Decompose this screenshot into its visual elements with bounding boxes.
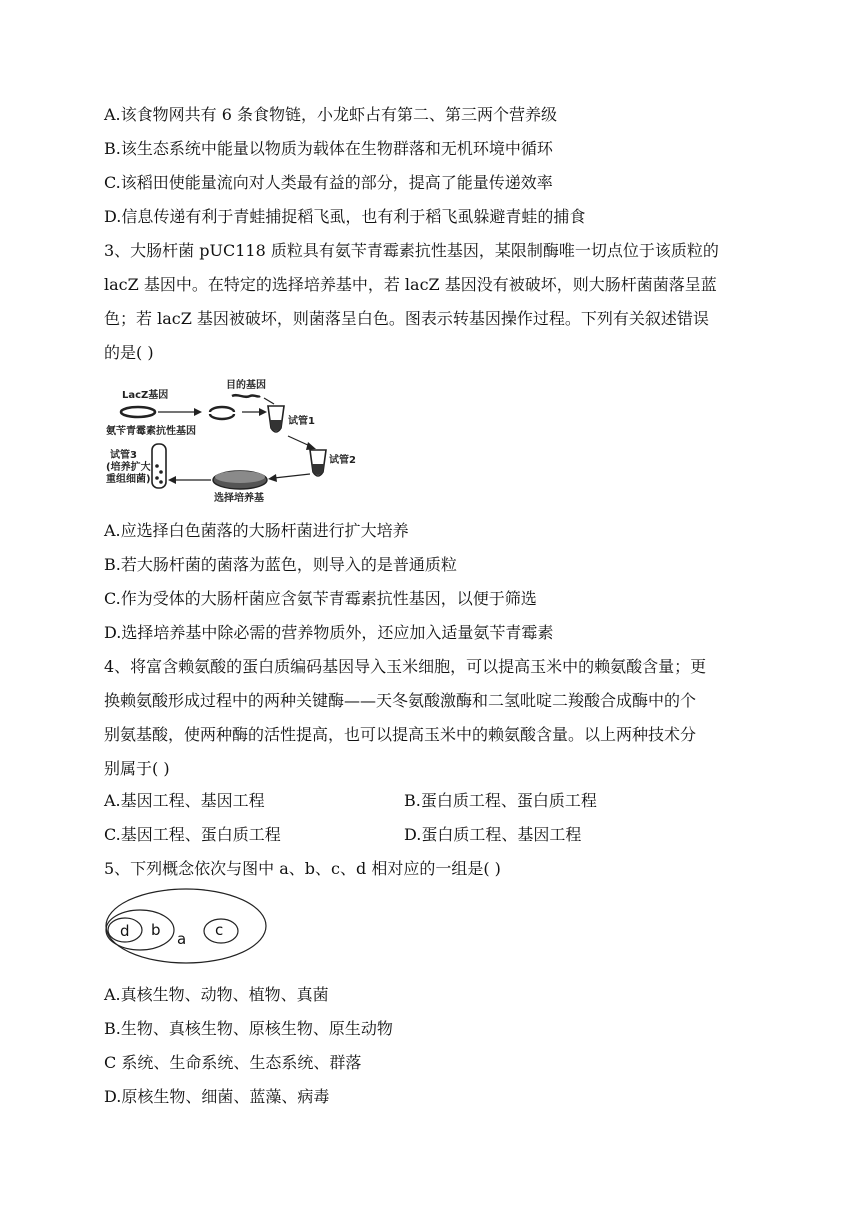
plasmid-icon bbox=[121, 407, 155, 417]
tube3-label-line-1: 试管3 bbox=[110, 450, 137, 461]
label-d: d bbox=[120, 922, 130, 940]
q5-option-a: A.真核生物、动物、植物、真菌 bbox=[104, 985, 329, 1004]
q4-option-d: D.蛋白质工程、基因工程 bbox=[404, 825, 582, 844]
transgenic-process-figure bbox=[104, 374, 364, 506]
label-b: b bbox=[151, 921, 161, 939]
tube2-label: 试管2 bbox=[329, 455, 356, 466]
q3-stem-line-4: 的是( ) bbox=[104, 343, 154, 362]
q3-option-d: D.选择培养基中除必需的营养物质外，还应加入适量氨苄青霉素 bbox=[104, 623, 554, 642]
target-gene-label: 目的基因 bbox=[226, 380, 266, 391]
tube3-label-line-3: 重组细菌) bbox=[106, 474, 151, 485]
tube1-label: 试管1 bbox=[288, 416, 315, 427]
q5-stem: 5、下列概念依次与图中 a、b、c、d 相对应的一组是( ) bbox=[104, 859, 501, 878]
q2-option-b: B.该生态系统中能量以物质为载体在生物群落和无机环境中循环 bbox=[104, 139, 553, 158]
q3-option-a: A.应选择白色菌落的大肠杆菌进行扩大培养 bbox=[104, 521, 409, 540]
q4-stem-line-4: 别属于( ) bbox=[104, 759, 170, 778]
q4-option-c: C.基因工程、蛋白质工程 bbox=[104, 825, 281, 844]
q3-option-c: C.作为受体的大肠杆菌应含氨苄青霉素抗性基因，以便于筛选 bbox=[104, 589, 537, 608]
cut-plasmid-icon bbox=[210, 407, 234, 419]
label-a: a bbox=[177, 930, 187, 948]
q4-stem-line-2: 换赖氨酸形成过程中的两种关键酶——天冬氨酸激酶和二氢吡啶二羧酸合成酶中的个 bbox=[104, 691, 697, 710]
q2-option-c: C.该稻田使能量流向对人类最有益的部分，提高了能量传递效率 bbox=[104, 173, 553, 192]
target-gene-icon bbox=[232, 395, 260, 397]
label-c: c bbox=[215, 921, 224, 939]
q4-option-a: A.基因工程、基因工程 bbox=[104, 791, 265, 810]
q4-stem-line-3: 别氨基酸，使两种酶的活性提高，也可以提高玉米中的赖氨酸含量。以上两种技术分 bbox=[104, 725, 697, 744]
tube3-icon bbox=[152, 444, 166, 488]
q4-options-row-1 bbox=[104, 790, 780, 812]
q2-option-a: A.该食物网共有 6 条食物链，小龙虾占有第二、第三两个营养级 bbox=[104, 105, 557, 124]
q5-option-d: D.原核生物、细菌、蓝藻、病毒 bbox=[104, 1087, 330, 1106]
lacz-gene-label: LacZ基因 bbox=[122, 390, 169, 401]
q2-option-d: D.信息传递有利于青蛙捕捉稻飞虱，也有利于稻飞虱躲避青蛙的捕食 bbox=[104, 207, 586, 226]
q3-stem-line-3: 色；若 lacZ 基因被破坏，则菌落呈白色。图表示转基因操作过程。下列有关叙述错误 bbox=[104, 309, 709, 328]
selective-medium-label: 选择培养基 bbox=[214, 493, 264, 504]
q5-option-b: B.生物、真核生物、原核生物、原生动物 bbox=[104, 1019, 393, 1038]
tube3-label-line-2: (培养扩大 bbox=[106, 462, 151, 473]
q3-option-b: B.若大肠杆菌的菌落为蓝色，则导入的是普通质粒 bbox=[104, 555, 457, 574]
ellipse-a bbox=[106, 889, 266, 963]
ellipse-b bbox=[106, 910, 174, 950]
q4-stem-line-1: 4、将富含赖氨酸的蛋白质编码基因导入玉米细胞，可以提高玉米中的赖氨酸含量；更 bbox=[104, 657, 707, 676]
q4-options-row-2 bbox=[104, 824, 780, 846]
q4-option-b: B.蛋白质工程、蛋白质工程 bbox=[404, 791, 597, 810]
amp-resistance-gene-label: 氨苄青霉素抗性基因 bbox=[106, 426, 196, 437]
q5-option-c: C 系统、生命系统、生态系统、群落 bbox=[104, 1053, 362, 1072]
concept-venn-diagram bbox=[104, 886, 270, 966]
q3-stem-line-2: lacZ 基因中。在特定的选择培养基中，若 lacZ 基因没有被破坏，则大肠杆菌菌落呈蓝 bbox=[104, 275, 717, 294]
q3-stem-line-1: 3、大肠杆菌 pUC118 质粒具有氨苄青霉素抗性基因，某限制酶唯一切点位于该质粒的 bbox=[104, 241, 719, 260]
